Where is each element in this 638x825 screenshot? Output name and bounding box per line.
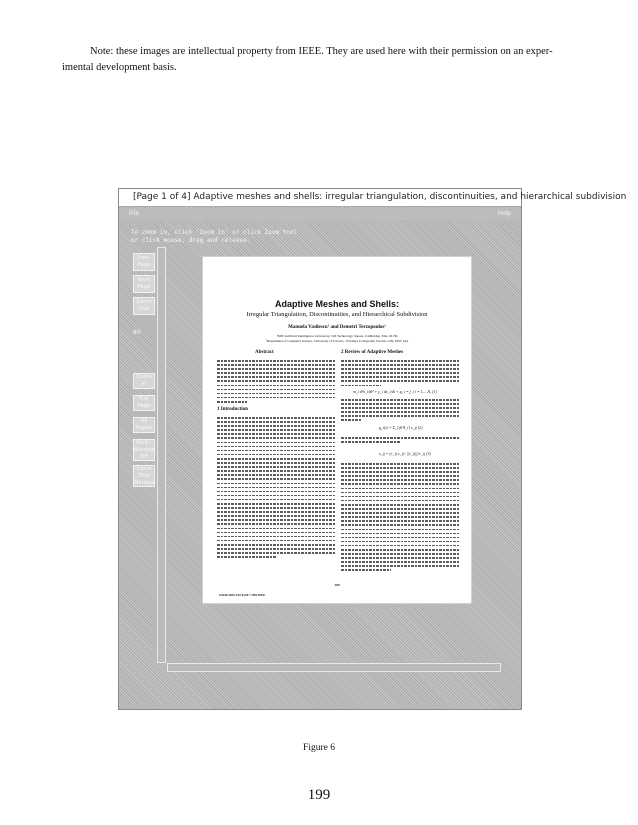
menu-file[interactable]: File	[129, 210, 140, 217]
close-window-button[interactable]: Close This Window	[133, 465, 155, 486]
paper-copyright: 0-8186-2855-3/92 $3.00 ©1992 IEEE	[219, 593, 266, 597]
paper-subtitle: Irregular Triangulation, Discontinuities, and Hierarchical Subdivision	[246, 311, 428, 318]
multi-window-button[interactable]: Multi-Window Off	[133, 439, 155, 460]
instructions-line-2: or click mouse, drag and release.	[131, 237, 251, 244]
zoom-in-button[interactable]: Zoom In	[133, 373, 155, 389]
review-text-block-3	[341, 437, 459, 445]
viewer-instructions	[131, 229, 297, 245]
all-pages-button[interactable]: All Pages	[133, 417, 155, 433]
intro-heading: 1 Introduction	[217, 407, 248, 412]
instructions-line-1: To zoom in, click 'Zoom in' or click Zoom tool	[131, 229, 298, 236]
paper-title: Adaptive Meshes and Shells:	[274, 299, 400, 309]
viewer-title: [Page 1 of 4] Adaptive meshes and shells: irregular triangulation, discontinuities, and hierarchical subdivision	[133, 192, 627, 202]
paper-affiliation-2: ²Department of Computer Science, University of Toronto, 10 King's College Rd, Toronto, ON, M5S 1A4	[265, 339, 409, 343]
prev-page-button[interactable]: Prev. Page	[133, 253, 155, 271]
document-viewer-window	[118, 188, 627, 710]
paper-page-preview[interactable]	[203, 257, 471, 603]
zoom-level-label: 80	[133, 329, 141, 336]
review-text-block-1	[341, 360, 459, 389]
abstract-text-block	[217, 360, 335, 405]
abstract-heading: Abstract	[255, 350, 274, 355]
vertical-scrollbar[interactable]	[157, 247, 166, 663]
paper-page-number: 109	[334, 583, 340, 587]
full-page-button[interactable]: Full Page	[133, 395, 155, 411]
paper-affiliation-1: ¹MIT Artificial Intelligence Laboratory, 545 Technology Square, Cambridge, MA, 02139	[276, 334, 398, 338]
page-number: 199	[307, 787, 331, 803]
next-page-button[interactable]: Next Page	[133, 275, 155, 293]
menu-help[interactable]: Help	[497, 210, 511, 217]
review-text-block-4	[341, 463, 459, 574]
intro-note	[62, 44, 582, 76]
equation-3: s_ij = (c_ij e_ij / ||r_ij||) r_ij (3)	[379, 451, 431, 456]
viewer-menu-bar	[119, 208, 521, 220]
zoom-out-button[interactable]: Zoom Out	[133, 297, 155, 315]
equation-2: g_i(t) = Σ_{j∈N_i} s_ij (2)	[379, 425, 423, 430]
note-line-1: Note: these images are intellectual property from IEEE. They are used here with their permission on an exper-	[90, 46, 553, 57]
review-heading: 2 Review of Adaptive Meshes	[341, 350, 404, 355]
viewer-title-bar[interactable]	[119, 189, 627, 207]
figure-caption: Figure 6	[303, 743, 335, 753]
review-text-block-2	[341, 399, 459, 424]
intro-text-block	[217, 417, 335, 560]
horizontal-scrollbar[interactable]	[167, 663, 501, 672]
paper-authors: Manuela Vasilescu¹ and Demetri Terzopoulos¹	[288, 325, 386, 330]
note-line-2: imental development basis.	[62, 62, 177, 73]
equation-1: m_i d²x_i/dt² + γ_i dx_i/dt + g_i = f_i i = 1,...,N, (1)	[353, 389, 437, 394]
